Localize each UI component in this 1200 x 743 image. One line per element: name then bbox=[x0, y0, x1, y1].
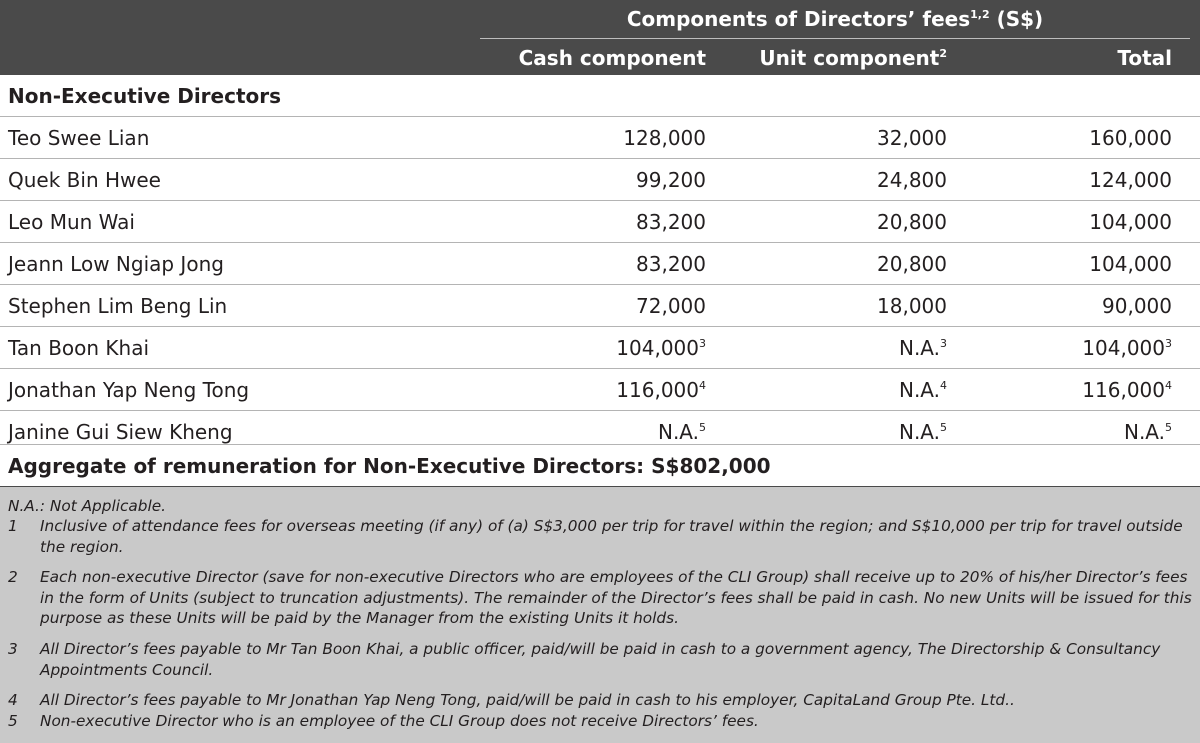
table-row bbox=[0, 200, 1200, 242]
footnote-text: All Director’s fees payable to Mr Jonathan Yap Neng Tong, paid/will be paid in cash to his employer, CapitaLand Group Pte. Ltd.. bbox=[40, 691, 1015, 709]
footnote-na: N.A.: Not Applicable. bbox=[8, 497, 166, 515]
aggregate-text: Aggregate of remuneration for Non-Executive Directors: S$802,000 bbox=[8, 454, 771, 478]
cash-value: 104,000$^3$ bbox=[616, 336, 706, 360]
column-header-unit-text: Unit component bbox=[759, 46, 940, 70]
director-name: Jeann Low Ngiap Jong bbox=[8, 252, 224, 276]
cash-value: 83,200 bbox=[636, 210, 706, 234]
table-row bbox=[0, 326, 1200, 368]
director-name: Tan Boon Khai bbox=[8, 336, 150, 360]
column-header-unit-sup: 2 bbox=[939, 47, 947, 60]
total-value: 104,000 bbox=[1089, 210, 1172, 234]
footnote-text: Each non-executive Director (save for non-executive Directors who are employees of the CLI Group) shall receive up to 20% of his/her Director’s fees in the form of Units (subject to truncation adjustments). The remainder of the Director’s fees shall be paid in cash. No new Units will be issued for this purpose as these Units will be paid by the Manager from the existing Units it holds. bbox=[40, 568, 1192, 627]
total-value: 160,000 bbox=[1089, 126, 1172, 150]
footnotes bbox=[0, 486, 1200, 743]
components-title-suffix: (S$) bbox=[989, 7, 1044, 31]
footnote-text: Inclusive of attendance fees for overseas meeting (if any) of (a) S$3,000 per trip for travel within the region; and S$10,000 per trip for travel outside the region. bbox=[40, 517, 1183, 556]
unit-value: N.A.$^3$ bbox=[898, 336, 947, 360]
footnote-number: 4 bbox=[8, 691, 18, 709]
footnote-number: 1 bbox=[8, 517, 18, 535]
header-divider bbox=[480, 38, 1190, 39]
total-value: N.A.$^5$ bbox=[1123, 420, 1172, 444]
components-title-text: Components of Directors’ fees bbox=[626, 7, 971, 31]
table-row bbox=[0, 284, 1200, 326]
unit-value: N.A.$^4$ bbox=[898, 378, 947, 402]
total-value: 104,000 bbox=[1089, 252, 1172, 276]
column-header-unit bbox=[759, 46, 947, 70]
director-name: Jonathan Yap Neng Tong bbox=[8, 378, 250, 402]
table-row bbox=[0, 158, 1200, 200]
footnote-text: Non-executive Director who is an employee of the CLI Group does not receive Directors’ fees. bbox=[40, 712, 759, 730]
table-row bbox=[0, 242, 1200, 284]
components-title-sup: 1,2 bbox=[970, 8, 990, 21]
unit-value: 18,000 bbox=[877, 294, 947, 318]
footnote-number: 5 bbox=[8, 712, 18, 730]
total-value: 90,000 bbox=[1102, 294, 1172, 318]
footnote-text: All Director’s fees payable to Mr Tan Boon Khai, a public officer, paid/will be paid in cash to a government agency, The Directorship & Consultancy Appointments Council. bbox=[40, 640, 1161, 679]
director-name: Janine Gui Siew Kheng bbox=[8, 420, 233, 444]
total-value: 104,000$^3$ bbox=[1082, 336, 1172, 360]
cash-value: 116,000$^4$ bbox=[616, 378, 706, 402]
unit-value: 20,800 bbox=[877, 210, 947, 234]
cash-value: 83,200 bbox=[636, 252, 706, 276]
footnote-number: 2 bbox=[8, 568, 18, 586]
total-value: 124,000 bbox=[1089, 168, 1172, 192]
director-name: Stephen Lim Beng Lin bbox=[8, 294, 228, 318]
aggregate-row bbox=[0, 444, 1200, 486]
cash-value: 99,200 bbox=[636, 168, 706, 192]
cash-value: 72,000 bbox=[636, 294, 706, 318]
unit-value: 20,800 bbox=[877, 252, 947, 276]
table-row bbox=[0, 116, 1200, 158]
components-title bbox=[480, 7, 1190, 31]
total-value: 116,000$^4$ bbox=[1082, 378, 1172, 402]
director-name: Leo Mun Wai bbox=[8, 210, 135, 234]
table-header bbox=[0, 0, 1200, 75]
unit-value: 32,000 bbox=[877, 126, 947, 150]
director-rows bbox=[0, 116, 1200, 452]
cash-value: 128,000 bbox=[623, 126, 706, 150]
cash-value: N.A.$^5$ bbox=[657, 420, 706, 444]
director-name: Teo Swee Lian bbox=[8, 126, 150, 150]
director-name: Quek Bin Hwee bbox=[8, 168, 161, 192]
section-title: Non-Executive Directors bbox=[8, 84, 282, 108]
unit-value: 24,800 bbox=[877, 168, 947, 192]
column-header-total: Total bbox=[1117, 46, 1172, 70]
footnote-number: 3 bbox=[8, 640, 18, 658]
column-header-cash: Cash component bbox=[518, 46, 706, 70]
unit-value: N.A.$^5$ bbox=[898, 420, 947, 444]
table-row bbox=[0, 368, 1200, 410]
